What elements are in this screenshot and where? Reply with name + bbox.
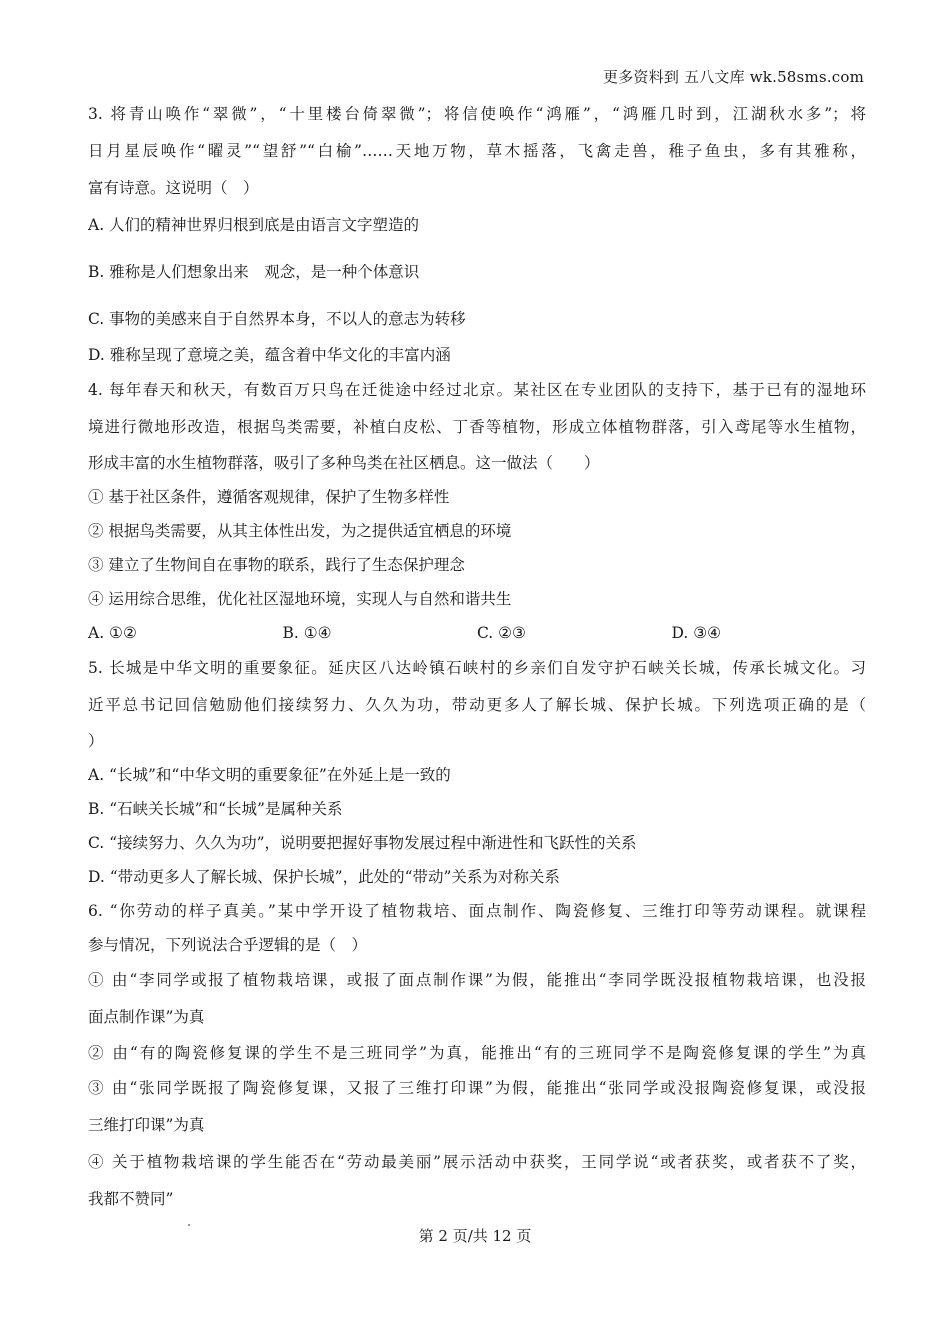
question-5-option-d: D. “带动更多人了解长城、保护长城”，此处的“带动”关系为对称关系	[88, 868, 560, 886]
question-5-option-c: C. “接续努力、久久为功”，说明要把握好事物发展过程中渐进性和飞跃性的关系	[88, 834, 637, 852]
question-6-statement-3: ③ 由“张同学既报了陶瓷修复课，又报了三维打印课”为假，能推出“张同学或没报陶瓷修复课，或没报	[88, 1079, 866, 1097]
page-number: 第 2 页/共 12 页	[418, 1227, 532, 1245]
question-3-option-a: A. 人们的精神世界归根到底是由语言文字塑造的	[88, 216, 420, 234]
question-content	[88, 96, 866, 1218]
question-4-choice-a: A. ①②	[88, 624, 137, 642]
question-4-choice-d: D. ③④	[671, 624, 722, 642]
question-4-choices	[88, 616, 866, 650]
question-6-statement-1-cont: 面点制作课”为真	[88, 1008, 205, 1026]
question-5	[88, 650, 866, 894]
question-6	[88, 894, 866, 1218]
question-4-choice-c: C. ②③	[477, 624, 526, 642]
question-6-statement-1: ① 由“李同学或报了植物栽培课，或报了面点制作课”为假，能推出“李同学既没报植物栽培课，也没报	[88, 971, 866, 989]
question-6-statement-2: ② 由“有的陶瓷修复课的学生不是三班同学”为真，能推出“有的三班同学不是陶瓷修复课的学生”为真	[88, 1044, 866, 1062]
question-3-option-b: B. 雅称是人们想象出来 观念，是一种个体意识	[88, 263, 420, 281]
question-4	[88, 372, 866, 650]
question-4-stem-line: 境进行微地形改造，根据鸟类需要，补植白皮松、丁香等植物，形成立体植物群落，引入鸢尾等水生植物，	[88, 418, 866, 436]
question-4-statement-4: ④ 运用综合思维，优化社区湿地环境，实现人与自然和谐共生	[88, 590, 512, 608]
question-3-stem-line: 3. 将青山唤作“翠微”，“十里楼台倚翠微”；将信使唤作“鸿雁”，“鸿雁几时到，江湖秋水多”；将	[88, 105, 866, 123]
question-3	[88, 96, 866, 372]
question-4-statement-3: ③ 建立了生物间自在事物的联系，践行了生态保护理念	[88, 556, 465, 574]
question-5-option-a: A. “长城”和“中华文明的重要象征”在外延上是一致的	[88, 766, 451, 784]
question-5-stem-line: ）	[88, 732, 104, 750]
question-6-statement-3-cont: 三维打印课”为真	[88, 1116, 205, 1134]
question-5-option-b: B. “石峡关长城”和“长城”是属种关系	[88, 800, 343, 818]
question-3-option-c: C. 事物的美感来自于自然界本身，不以人的意志为转移	[88, 310, 466, 328]
question-3-stem-line: 日月星辰唤作“曜灵”“望舒”“白榆”……天地万物，草木摇落，飞禽走兽，稚子鱼虫，多有其雅称，	[88, 142, 866, 160]
question-4-choice-b: B. ①④	[282, 624, 332, 642]
question-6-stem-line: 参与情况，下列说法合乎逻辑的是（ ）	[88, 936, 368, 954]
question-3-option-d: D. 雅称呈现了意境之美，蕴含着中华文化的丰富内涵	[88, 346, 451, 364]
question-4-stem-line: 4. 每年春天和秋天，有数百万只鸟在迁徙途中经过北京。某社区在专业团队的支持下，基于已有的湿地环	[88, 381, 866, 399]
question-6-statement-4-cont: 我都不赞同”	[88, 1190, 174, 1208]
question-6-stem-line: 6. “你劳动的样子真美。”某中学开设了植物栽培、面点制作、陶瓷修复、三维打印等劳动课程。就课程	[88, 902, 866, 920]
question-6-statement-4: ④ 关于植物栽培课的学生能否在“劳动最美丽”展示活动中获奖，王同学说“或者获奖，或者获不了奖，	[88, 1153, 866, 1171]
question-4-statement-1: ① 基于社区条件，遵循客观规律，保护了生物多样性	[88, 488, 450, 506]
question-4-statement-2: ② 根据鸟类需要，从其主体性出发，为之提供适宜栖息的环境	[88, 522, 512, 540]
question-4-stem-line: 形成丰富的水生植物群落，吸引了多种鸟类在社区栖息。这一做法（ ）	[88, 454, 600, 472]
question-5-stem-line: 近平总书记回信勉励他们接续努力、久久为功，带动更多人了解长城、保护长城。下列选项正确的是（	[88, 696, 866, 714]
question-3-stem-line: 富有诗意。这说明（ ）	[88, 179, 259, 197]
question-5-stem-line: 5. 长城是中华文明的重要象征。延庆区八达岭镇石峡村的乡亲们自发守护石峡关长城，传承长城文化。习	[88, 659, 866, 677]
header-source-note: 更多资料到 五八文库 wk.58sms.com	[603, 68, 864, 86]
